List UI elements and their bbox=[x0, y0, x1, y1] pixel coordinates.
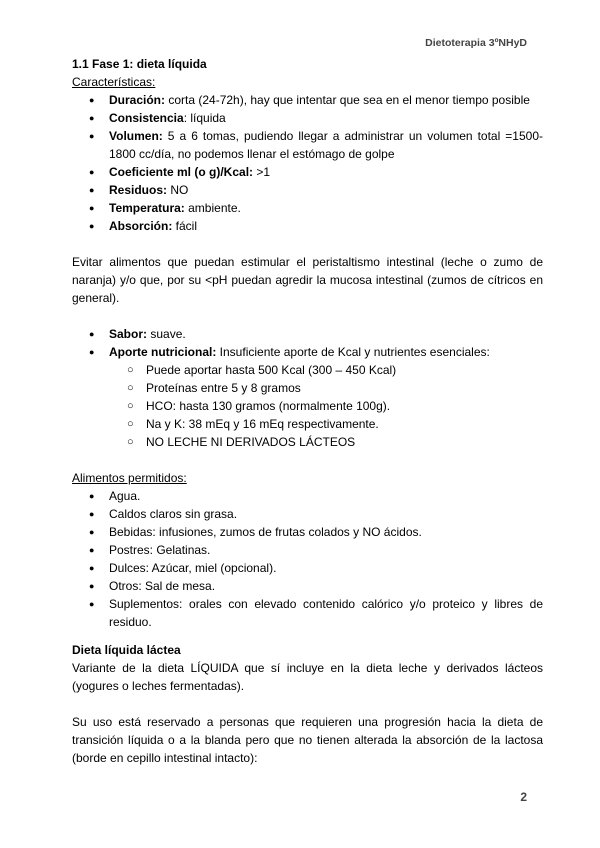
page-content bbox=[72, 55, 543, 767]
sub-list-item: ○ NO LECHE NI DERIVADOS LÁCTEOS bbox=[109, 433, 543, 451]
avoid-paragraph: Evitar alimentos que puedan estimular el peristaltismo intestinal (leche o zumo de naranja) y/o que, por su <pH puedan agredir la mucosa intestinal (zumos de cítricos en general). bbox=[72, 255, 543, 305]
list-item: ● Postres: Gelatinas. bbox=[72, 541, 543, 559]
item-text: Insuficiente aporte de Kcal y nutrientes esenciales: bbox=[216, 345, 490, 359]
sub-list-item: ○ Puede aportar hasta 500 Kcal (300 – 450 Kcal) bbox=[109, 361, 543, 379]
item-label: Residuos: bbox=[109, 183, 168, 197]
item-text: corta (24-72h), hay que intentar que sea en el menor tiempo posible bbox=[165, 93, 530, 107]
item-label: Absorción: bbox=[109, 219, 173, 233]
item-label: Consistencia bbox=[109, 111, 184, 125]
sub-list-item: ○ Proteínas entre 5 y 8 gramos bbox=[109, 379, 543, 397]
allowed-heading: Alimentos permitidos: bbox=[72, 471, 187, 485]
usage-paragraph: Su uso está reservado a personas que requieren una progresión hacia la dieta de transición líquida o a la blanda pero que no tienen alterada la absorción de la lactosa (borde en cepillo intestinal intacto): bbox=[72, 715, 543, 765]
list-item: ● Caldos claros sin grasa. bbox=[72, 505, 543, 523]
list-item bbox=[72, 163, 543, 181]
item-text: fácil bbox=[172, 219, 198, 233]
list-item bbox=[72, 91, 543, 109]
list-item bbox=[72, 343, 543, 451]
list-item bbox=[72, 217, 543, 235]
item-text: ambiente. bbox=[184, 201, 241, 215]
item-text: NO bbox=[167, 183, 189, 197]
nutrition-list bbox=[109, 361, 543, 451]
sub-list-item: ○ HCO: hasta 130 gramos (normalmente 100g). bbox=[109, 397, 543, 415]
list-item: ● Bebidas: infusiones, zumos de frutas colados y NO ácidos. bbox=[72, 523, 543, 541]
section-title: 1.1 Fase 1: dieta líquida bbox=[72, 57, 207, 71]
item-label: Sabor: bbox=[109, 327, 148, 341]
list-item: ● Dulces: Azúcar, miel (opcional). bbox=[72, 559, 543, 577]
document-header: Dietoterapia 3ºNHyD bbox=[425, 37, 527, 49]
page-number: 2 bbox=[520, 790, 527, 804]
list-item bbox=[72, 199, 543, 217]
list-item bbox=[72, 127, 543, 163]
list-item bbox=[72, 325, 543, 343]
item-label: Volumen: bbox=[109, 129, 163, 143]
characteristics-list bbox=[72, 91, 543, 235]
item-label: Duración: bbox=[109, 93, 166, 107]
item-text: >1 bbox=[253, 165, 271, 179]
more-characteristics-list bbox=[72, 325, 543, 451]
item-label: Coeficiente ml (o g)/Kcal: bbox=[109, 165, 254, 179]
item-label: Temperatura: bbox=[109, 201, 185, 215]
item-label: Aporte nutricional: bbox=[109, 345, 217, 359]
characteristics-heading: Características: bbox=[72, 75, 156, 89]
list-item bbox=[72, 181, 543, 199]
list-item: ● Agua. bbox=[72, 487, 543, 505]
sub-list-item: ○ Na y K: 38 mEq y 16 mEq respectivamente. bbox=[109, 415, 543, 433]
allowed-foods-list bbox=[72, 487, 543, 631]
dairy-title: Dieta líquida láctea bbox=[72, 643, 181, 657]
list-item bbox=[72, 109, 543, 127]
list-item: ● Otros: Sal de mesa. bbox=[72, 577, 543, 595]
item-text: suave. bbox=[147, 327, 186, 341]
item-text: : líquida bbox=[183, 111, 226, 125]
dairy-paragraph: Variante de la dieta LÍQUIDA que sí incluye en la dieta leche y derivados lácteos (yogures o leches fermentadas). bbox=[72, 661, 543, 693]
item-text: 5 a 6 tomas, pudiendo llegar a administrar un volumen total =1500-1800 cc/día, no podemos llenar el estómago de golpe bbox=[109, 129, 543, 161]
list-item: ● Suplementos: orales con elevado contenido calórico y/o proteico y libres de residuo. bbox=[72, 595, 543, 631]
